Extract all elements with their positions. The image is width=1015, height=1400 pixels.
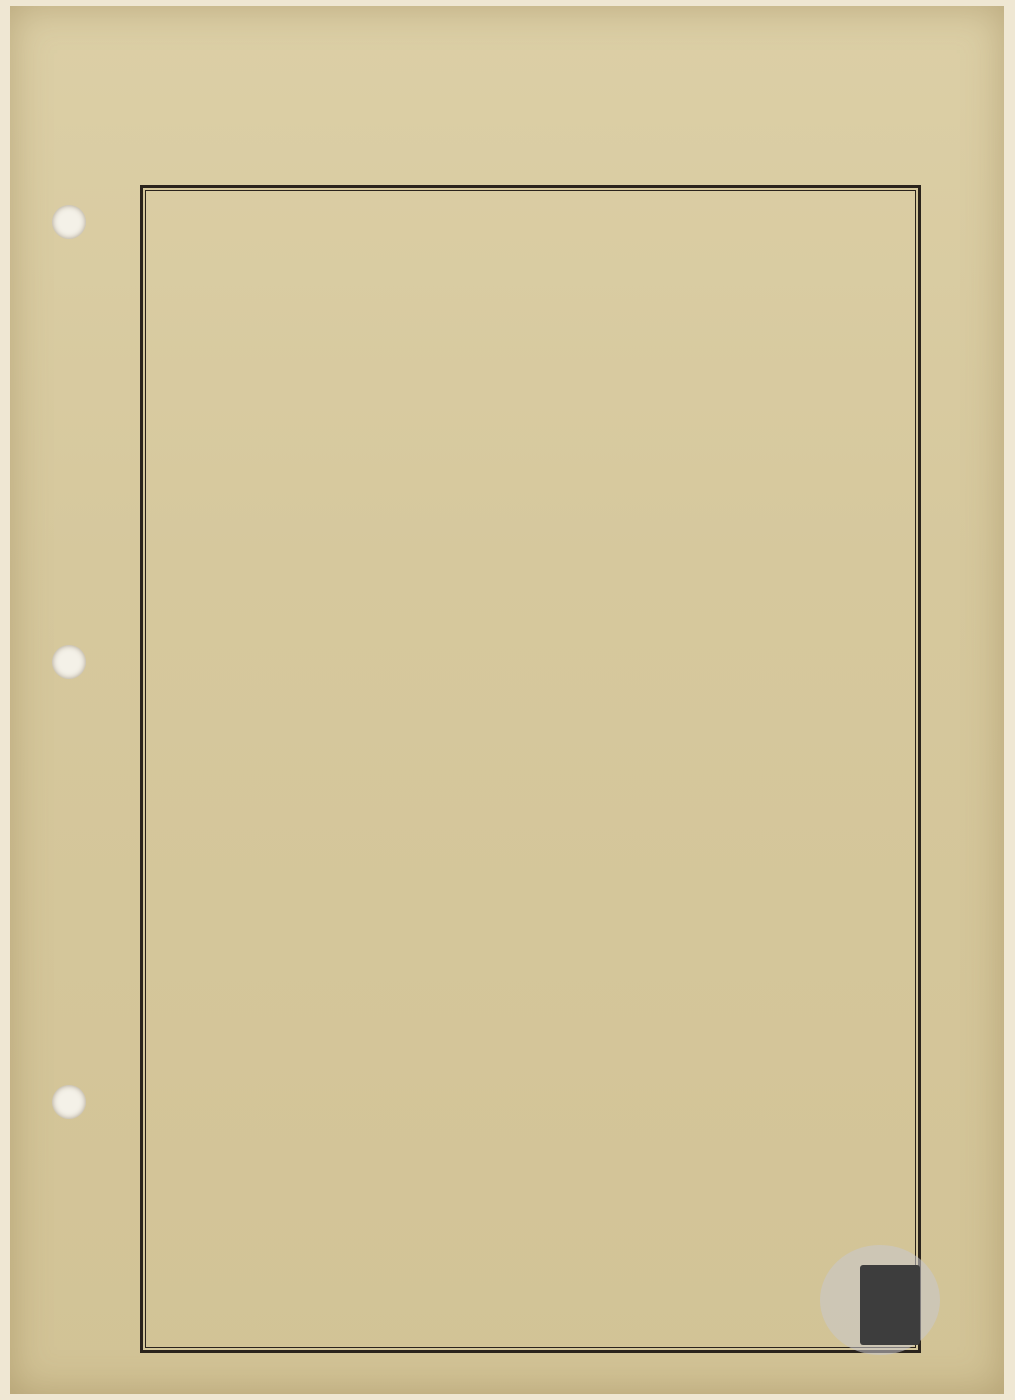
header-title [928,232,962,264]
punch-hole [52,645,86,679]
punch-hole [52,1085,86,1119]
watermark-book-icon [860,1265,920,1345]
page-frame [140,185,921,1353]
punch-hole [52,205,86,239]
